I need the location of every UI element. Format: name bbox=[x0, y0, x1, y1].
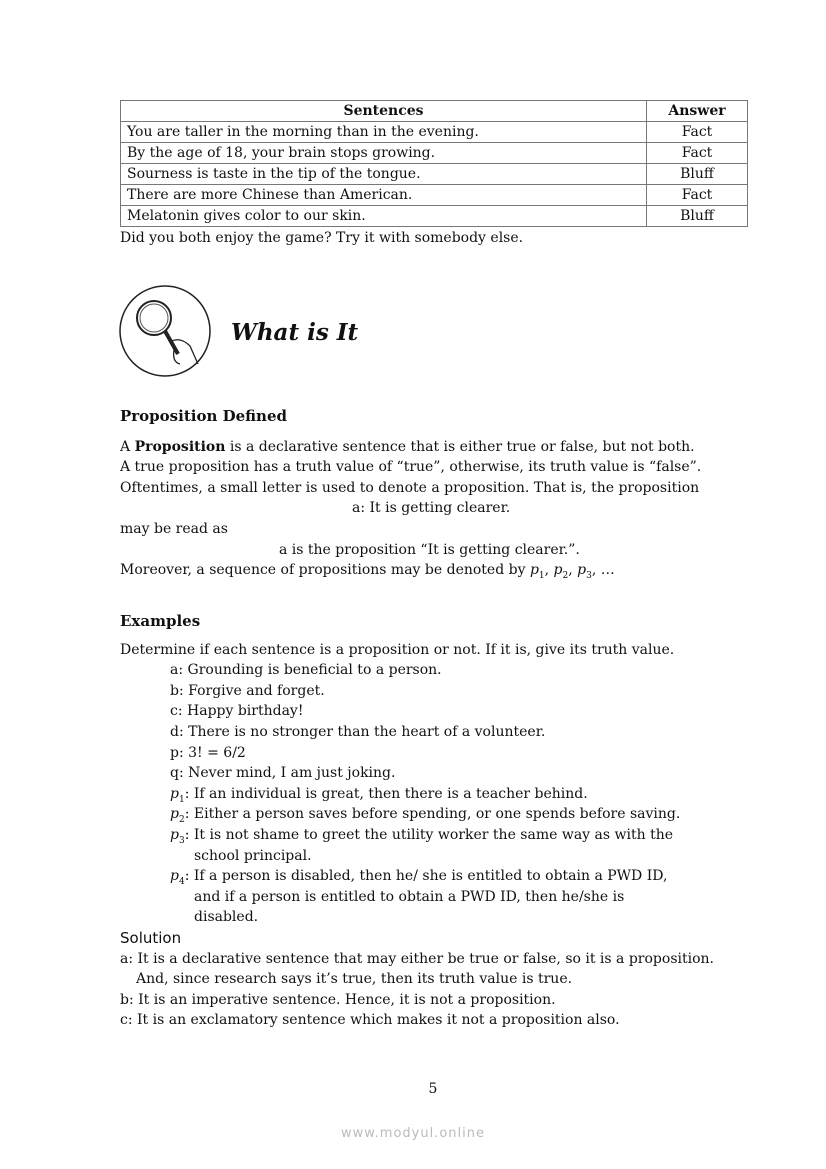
example-c: c: Happy birthday! bbox=[170, 703, 304, 720]
heading-proposition-defined: Proposition Defined bbox=[120, 407, 287, 425]
after-table-text: Did you both enjoy the game? Try it with somebody else. bbox=[120, 230, 524, 246]
table-row bbox=[121, 122, 748, 143]
examples-intro: Determine if each sentence is a proposition or not. If it is, give its truth value. bbox=[120, 641, 675, 658]
solution-heading: Solution bbox=[120, 928, 182, 947]
table-row bbox=[121, 143, 748, 164]
solution-c: c: It is an exclamatory sentence which makes it not a proposition also. bbox=[120, 1012, 620, 1029]
def-line-6: a is the proposition “It is getting clearer.”. bbox=[279, 541, 580, 558]
answer-cell: Fact bbox=[647, 185, 748, 206]
example-a: a: Grounding is beneficial to a person. bbox=[170, 662, 442, 679]
t: : Either a person saves before spending, or one spends before saving. bbox=[184, 806, 681, 823]
example-p4-cont1: and if a person is entitled to obtain a PWD ID, then he/she is bbox=[194, 888, 625, 905]
answer-cell: Bluff bbox=[647, 206, 748, 227]
sentence-cell: You are taller in the morning than in the evening. bbox=[121, 122, 647, 143]
header-sentences: Sentences bbox=[121, 101, 647, 122]
solution-a-cont: And, since research says it’s true, then its truth value is true. bbox=[136, 971, 573, 988]
t: A bbox=[120, 438, 135, 455]
t: Moreover, a sequence of propositions may be denoted by bbox=[120, 562, 530, 579]
def-line-2: A true proposition has a truth value of “true”, otherwise, its truth value is “false”. bbox=[120, 459, 702, 476]
answer-cell: Fact bbox=[647, 143, 748, 164]
watermark: www.modyul.online bbox=[340, 1126, 486, 1141]
table-row bbox=[121, 185, 748, 206]
example-q: q: Never mind, I am just joking. bbox=[170, 765, 396, 782]
example-p3: $p_3$: It is not shame to greet the utility worker the same way as with the bbox=[170, 826, 674, 846]
example-d: d: There is no stronger than the heart of a volunteer. bbox=[170, 723, 546, 740]
header-answer: Answer bbox=[647, 101, 748, 122]
sentence-cell: Sourness is taste in the tip of the tongue. bbox=[121, 164, 647, 185]
table-row bbox=[121, 206, 748, 227]
def-line-1 bbox=[120, 437, 760, 458]
answer-cell: Fact bbox=[647, 122, 748, 143]
example-p1: $p_1$: If an individual is great, then there is a teacher behind. bbox=[170, 785, 588, 805]
magnifying-glass-icon bbox=[118, 284, 212, 378]
example-p2: $p_2$: Either a person saves before spending, or one spends before saving. bbox=[170, 806, 681, 826]
section-title: What is It bbox=[231, 319, 359, 346]
solution-a: a: It is a declarative sentence that may either be true or false, so it is a proposition. bbox=[120, 950, 714, 967]
sentence-cell: Melatonin gives color to our skin. bbox=[121, 206, 647, 227]
fact-bluff-table bbox=[120, 100, 748, 227]
sentence-cell: By the age of 18, your brain stops growing. bbox=[121, 143, 647, 164]
def-line-3: Oftentimes, a small letter is used to denote a proposition. That is, the proposition bbox=[120, 479, 700, 496]
solution-b: b: It is an imperative sentence. Hence, it is not a proposition. bbox=[120, 991, 556, 1008]
def-line-7: Moreover, a sequence of propositions may be denoted by $p_1$, $p_2$, $p_3$, … bbox=[120, 562, 615, 581]
sentence-cell: There are more Chinese than American. bbox=[121, 185, 647, 206]
def-line-5: may be read as bbox=[120, 520, 228, 537]
term-proposition: Proposition bbox=[134, 438, 226, 455]
def-line-4: a: It is getting clearer. bbox=[352, 500, 511, 517]
t: , … bbox=[591, 562, 615, 579]
proposition-defined-section bbox=[120, 406, 760, 581]
example-p3-cont: school principal. bbox=[194, 847, 312, 864]
example-b: b: Forgive and forget. bbox=[170, 682, 325, 699]
t: is a declarative sentence that is either true or false, but not both. bbox=[225, 438, 695, 455]
example-p: p: 3! = 6/2 bbox=[170, 744, 246, 761]
heading-examples: Examples bbox=[120, 612, 201, 630]
page-number: 5 bbox=[428, 1081, 438, 1097]
example-p4-cont2: disabled. bbox=[194, 909, 259, 926]
t: : If a person is disabled, then he/ she is entitled to obtain a PWD ID, bbox=[184, 868, 668, 885]
t: : It is not shame to greet the utility worker the same way as with the bbox=[184, 826, 674, 843]
examples-section bbox=[120, 611, 780, 1031]
table-row bbox=[121, 164, 748, 185]
example-p4: $p_4$: If a person is disabled, then he/ she is entitled to obtain a PWD ID, bbox=[170, 868, 668, 887]
t: : If an individual is great, then there is a teacher behind. bbox=[184, 785, 588, 802]
answer-cell: Bluff bbox=[647, 164, 748, 185]
